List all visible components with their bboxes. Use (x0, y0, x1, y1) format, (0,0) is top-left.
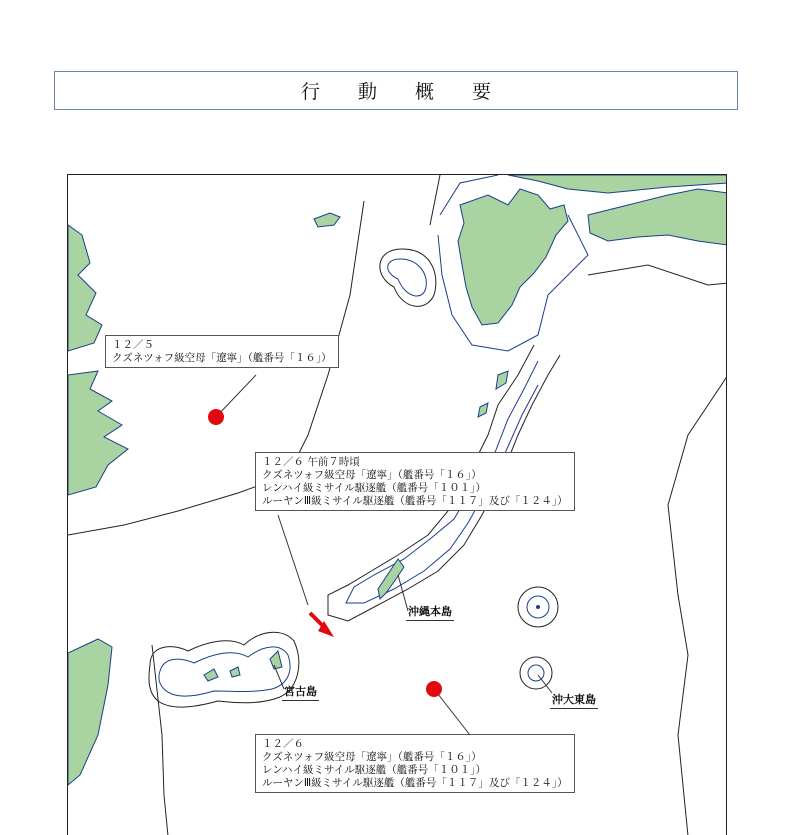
position-marker-dec5 (208, 409, 224, 425)
map-frame (67, 174, 727, 835)
land-miyako (270, 651, 282, 669)
label-miyako: 宮古島 (282, 683, 319, 701)
event-line: クズネツォフ級空母「遼寧」（艦番号「１６」） (112, 352, 332, 364)
event-line: クズネツォフ級空母「遼寧」（艦番号「１６」） (262, 751, 482, 763)
land-amami (478, 371, 508, 417)
boundary-line-south (152, 645, 168, 835)
label-okinawa: 沖縄本島 (406, 603, 454, 621)
position-marker-dec6 (426, 681, 442, 697)
boundary-line-east (668, 375, 727, 835)
land-islet-north (314, 213, 340, 227)
event-line: レンハイ級ミサイル駆逐艦（艦番号「１０１」） (262, 482, 487, 494)
contour-sakishima-inner (159, 647, 290, 696)
contour-islet-loop (388, 259, 427, 296)
contour-okidaito-inner (528, 665, 544, 681)
event-line: クズネツォフ級空母「遼寧」（艦番号「１６」） (262, 469, 482, 481)
land-taiwan (68, 639, 112, 785)
leader-event-2 (278, 515, 308, 605)
contour-okidaito-outer (520, 657, 552, 689)
event-date: １２／６ (262, 738, 304, 750)
land-china-north (68, 225, 102, 351)
label-okidaito: 沖大東島 (550, 691, 598, 709)
land-china-coast (68, 371, 128, 495)
event-line: レンハイ級ミサイル駆逐艦（艦番号「１０１」） (262, 764, 487, 776)
land-shikoku (588, 189, 727, 245)
event-date: １２／５ (112, 339, 154, 351)
event-callout-dec6-morning (255, 452, 575, 511)
land-daito (536, 605, 540, 609)
event-line: ルーヤンⅢ級ミサイル駆逐艦（艦番号「１１７」及び「１２４」） (262, 777, 568, 789)
leader-event-1 (216, 375, 256, 417)
event-callout-dec5 (105, 335, 339, 368)
contour-islet-loop-outer (380, 249, 436, 306)
land-kyushu (458, 189, 568, 325)
title-box (54, 71, 738, 110)
page-title: 行 動 概 要 (300, 81, 508, 103)
leader-event-3 (434, 689, 470, 735)
event-date: １２／６ 午前７時頃 (262, 456, 360, 468)
heading-arrow-icon (310, 613, 334, 637)
event-callout-dec6 (255, 734, 575, 793)
land-yaeyama (204, 667, 240, 681)
event-line: ルーヤンⅢ級ミサイル駆逐艦（艦番号「１１７」及び「１２４」） (262, 495, 568, 507)
